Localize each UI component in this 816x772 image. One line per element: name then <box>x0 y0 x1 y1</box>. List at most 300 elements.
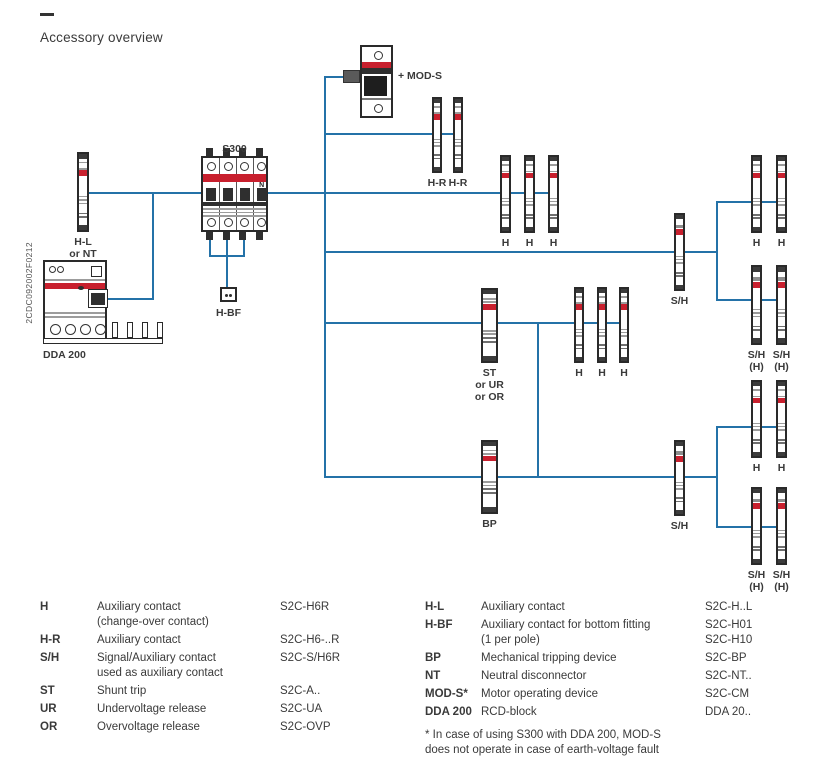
legend-description: Shunt trip <box>97 685 147 697</box>
device-band <box>599 296 605 297</box>
device-band <box>778 546 785 548</box>
device-band <box>79 170 87 175</box>
device-band <box>753 201 760 202</box>
device-label-h-l: H-L or NT <box>69 236 97 260</box>
legend-description: RCD-block <box>481 706 537 718</box>
device-band <box>621 289 627 293</box>
device-sh-lower <box>674 440 685 516</box>
legend-term: S/H <box>40 652 60 664</box>
legend-term: H <box>40 601 49 613</box>
legend-code: S2C-CM <box>705 688 750 700</box>
device-h-main-3 <box>548 155 559 233</box>
device-h-botright-2 <box>776 380 787 458</box>
device-band <box>753 442 760 444</box>
dda-circle-small <box>49 266 56 273</box>
device-h-main-2 <box>524 155 535 233</box>
device-band <box>526 201 533 202</box>
device-label-shh-topright-1: S/H (H) <box>747 349 766 373</box>
dda-base-plate <box>43 338 163 344</box>
device-label-shh-botright-2: S/H (H) <box>772 569 791 593</box>
device-band <box>753 309 760 311</box>
device-band <box>778 382 785 386</box>
device-band <box>576 344 582 346</box>
device-band <box>526 173 533 178</box>
device-band <box>455 158 461 160</box>
device-band <box>778 157 785 161</box>
device-band <box>778 282 785 288</box>
device-band <box>753 530 760 531</box>
doc-code-vertical: 2CDC092002F0212 <box>24 242 34 324</box>
legend-code: S2C-H01 S2C-H10 <box>705 619 753 646</box>
device-band <box>483 492 496 494</box>
mods-circle <box>374 104 383 113</box>
device-band <box>778 227 785 231</box>
device-s300 <box>201 156 268 232</box>
device-band <box>778 389 785 390</box>
device-band <box>434 99 440 103</box>
hbf-dot <box>225 294 228 297</box>
connector-line <box>104 298 154 300</box>
device-band <box>483 356 496 361</box>
device-band <box>455 142 461 143</box>
legend-description: Overvoltage release <box>97 721 200 733</box>
device-band <box>455 154 461 156</box>
device-shh-topright-2 <box>776 265 787 345</box>
device-band <box>676 482 683 483</box>
device-band <box>778 326 785 328</box>
device-band <box>753 217 760 219</box>
s300-stripe <box>203 212 266 214</box>
device-h-topright-2 <box>776 155 787 233</box>
device-band <box>778 549 785 551</box>
device-band <box>753 267 760 272</box>
legend-description: Neutral disconnector <box>481 670 587 682</box>
device-band <box>753 533 760 534</box>
legend-row <box>425 687 752 702</box>
device-band <box>483 481 496 483</box>
device-band <box>550 201 557 202</box>
device-band <box>778 442 785 444</box>
device-h-r-2 <box>453 97 463 173</box>
device-band <box>676 451 683 455</box>
device-band <box>753 423 760 424</box>
device-shh-topright-1 <box>751 265 762 345</box>
device-band <box>502 173 509 178</box>
device-band <box>502 227 509 231</box>
legend-term: H-R <box>40 634 61 646</box>
legend-row <box>425 705 752 720</box>
device-band <box>599 289 605 293</box>
legend-description: Auxiliary contact (change-over contact) <box>97 601 209 628</box>
device-band <box>502 198 509 199</box>
device-band <box>753 559 760 563</box>
legend-term: MOD-S* <box>425 688 468 700</box>
device-band <box>753 549 760 551</box>
device-band <box>753 429 760 430</box>
device-band <box>483 304 496 310</box>
s300-toggle <box>257 188 267 201</box>
legend-code: S2C-H6R <box>280 601 330 613</box>
device-band <box>778 173 785 178</box>
legend-code: S2C-NT.. <box>705 670 752 682</box>
s300-terminal <box>223 232 230 240</box>
device-band <box>621 304 627 309</box>
device-label-s300: S300 <box>222 143 247 155</box>
dda-switch <box>91 293 105 305</box>
device-band <box>79 199 87 201</box>
device-band <box>753 546 760 548</box>
device-label-h-r-2: H-R <box>448 177 468 189</box>
device-band <box>483 333 496 335</box>
device-sh-upper <box>674 213 685 291</box>
dda-stripe <box>45 316 105 318</box>
s300-toggle <box>240 188 250 201</box>
device-band <box>483 488 496 490</box>
device-band <box>753 277 760 281</box>
legend-description: Auxiliary contact for bottom fitting (1 per pole) <box>481 619 651 646</box>
device-label-mod-s: + MOD-S <box>398 70 443 82</box>
device-band <box>778 316 785 318</box>
device-band <box>434 114 440 119</box>
device-band <box>778 489 785 493</box>
device-band <box>455 145 461 146</box>
legend-code: S2C-H6-..R <box>280 634 340 646</box>
legend-row <box>40 684 340 699</box>
device-band <box>483 450 496 451</box>
s300-pole-divider <box>236 158 237 230</box>
device-band <box>676 285 683 289</box>
device-h-r-1 <box>432 97 442 173</box>
device-band <box>502 217 509 219</box>
device-band <box>778 530 785 531</box>
s300-stripe <box>203 208 266 210</box>
connector-line <box>152 192 154 300</box>
page-title: Accessory overview <box>40 30 163 45</box>
device-band <box>576 289 582 293</box>
dda-circle <box>95 324 106 335</box>
device-band <box>753 489 760 493</box>
device-band <box>526 217 533 219</box>
legend-code: S2C-H..L <box>705 601 753 613</box>
legend-code: S2C-BP <box>705 652 747 664</box>
device-label-h-mid-3: H <box>620 367 628 379</box>
device-label-h-botright-1: H <box>752 462 761 474</box>
device-h-bf <box>220 287 237 302</box>
device-band <box>778 204 785 205</box>
device-band <box>455 114 461 119</box>
device-h-mid-2 <box>597 287 607 363</box>
device-band <box>434 167 440 171</box>
dda-test-dot <box>78 286 84 290</box>
dda-circle <box>65 324 76 335</box>
s300-circle <box>207 162 216 171</box>
device-band <box>676 225 683 229</box>
s300-circle <box>207 218 216 227</box>
legend-row <box>40 651 340 681</box>
device-band <box>526 198 533 199</box>
legend-term: BP <box>425 652 441 664</box>
device-band <box>599 335 605 336</box>
legend-description: Mechanical tripping device <box>481 652 617 664</box>
device-band <box>753 164 760 165</box>
device-band <box>79 203 87 205</box>
device-band <box>778 309 785 311</box>
device-band <box>550 227 557 231</box>
device-band <box>753 338 760 343</box>
dda-circle <box>80 324 91 335</box>
device-band <box>79 213 87 215</box>
s300-circle <box>240 218 249 227</box>
dda-stripe <box>45 312 105 314</box>
s300-toggle <box>206 188 216 201</box>
legend-term: H-BF <box>425 619 453 631</box>
device-band <box>79 162 87 164</box>
device-band <box>621 357 627 361</box>
connector-line <box>324 251 718 253</box>
legend-description: Motor operating device <box>481 688 598 700</box>
device-band <box>778 429 785 430</box>
connector-line <box>716 426 718 528</box>
device-band <box>434 154 440 156</box>
device-band <box>621 348 627 350</box>
device-band <box>676 262 683 263</box>
legend-code: S2C-A.. <box>280 685 321 697</box>
device-band <box>79 216 87 218</box>
device-band <box>753 389 760 390</box>
device-band <box>483 290 496 294</box>
device-band <box>550 217 557 219</box>
device-band <box>778 338 785 343</box>
legend-row <box>40 600 340 630</box>
dda-window <box>91 266 102 277</box>
device-bp <box>481 440 498 514</box>
s300-circle <box>240 162 249 171</box>
legend-row <box>40 633 340 648</box>
device-band <box>550 198 557 199</box>
device-label-h-main-2: H <box>525 237 534 249</box>
device-band <box>676 259 683 260</box>
device-band <box>676 485 683 486</box>
device-band <box>778 423 785 424</box>
device-band <box>778 164 785 165</box>
device-band <box>502 157 509 161</box>
device-band <box>753 214 760 216</box>
device-band <box>676 456 683 462</box>
device-band <box>502 214 509 216</box>
device-label-bp: BP <box>482 518 497 530</box>
device-band <box>753 157 760 161</box>
device-band <box>676 275 683 277</box>
device-label-h-bf: H-BF <box>215 307 242 319</box>
device-band <box>79 196 87 198</box>
device-band <box>599 344 605 346</box>
device-band <box>621 296 627 297</box>
device-band <box>455 106 461 107</box>
device-label-h-topright-1: H <box>752 237 761 249</box>
device-band <box>753 499 760 503</box>
device-st-ur-or <box>481 288 498 363</box>
device-band <box>676 272 683 274</box>
mods-connector <box>343 70 360 83</box>
legend-row <box>425 669 752 684</box>
device-h-botright-1 <box>751 380 762 458</box>
connector-line <box>324 76 326 478</box>
legend-row <box>425 651 752 666</box>
legend-row <box>425 600 752 615</box>
device-band <box>434 106 440 107</box>
device-label-h-botright-2: H <box>777 462 786 474</box>
s300-circle <box>224 162 233 171</box>
device-band <box>676 497 683 499</box>
device-band <box>550 164 557 165</box>
device-band <box>526 157 533 161</box>
device-label-h-topright-2: H <box>777 237 786 249</box>
s300-circle <box>224 218 233 227</box>
legend-description: Undervoltage release <box>97 703 207 715</box>
device-band <box>455 99 461 103</box>
legend-term: OR <box>40 721 58 733</box>
device-band <box>778 329 785 331</box>
device-band <box>753 503 760 509</box>
device-band <box>550 214 557 216</box>
device-band <box>676 256 683 257</box>
device-band <box>502 164 509 165</box>
device-band <box>778 536 785 537</box>
device-band <box>483 341 496 343</box>
device-band <box>599 332 605 333</box>
device-band <box>483 507 496 512</box>
device-band <box>778 201 785 202</box>
device-label-dda-200: DDA 200 <box>43 349 86 361</box>
device-label-shh-topright-2: S/H (H) <box>772 349 791 373</box>
dda-circle <box>50 324 61 335</box>
device-label-st-ur-or: ST or UR or OR <box>474 367 505 403</box>
connector-line <box>716 201 718 301</box>
s300-terminal <box>256 232 263 240</box>
device-band <box>778 426 785 427</box>
device-label-sh-lower: S/H <box>670 520 689 532</box>
s300-terminal <box>206 232 213 240</box>
legend-term: H-L <box>425 601 445 613</box>
hbf-dot <box>229 294 232 297</box>
s300-circle <box>257 162 266 171</box>
legend-term: UR <box>40 703 57 715</box>
device-band <box>434 158 440 160</box>
mods-dark-band <box>362 68 391 74</box>
mods-circle <box>374 51 383 60</box>
s300-circle <box>257 218 266 227</box>
device-shh-botright-1 <box>751 487 762 565</box>
device-label-h-r-1: H-R <box>427 177 447 189</box>
device-band <box>621 344 627 346</box>
device-band <box>778 503 785 509</box>
legend-description: Auxiliary contact <box>481 601 565 613</box>
device-band <box>455 167 461 171</box>
device-band <box>753 198 760 199</box>
device-label-h-mid-2: H <box>598 367 606 379</box>
device-band <box>753 452 760 456</box>
s300-toggle <box>223 188 233 201</box>
s300-pole-divider <box>219 158 220 230</box>
device-band <box>599 329 605 330</box>
device-band <box>502 201 509 202</box>
device-band <box>778 217 785 219</box>
device-band <box>434 142 440 143</box>
device-band <box>778 277 785 281</box>
device-h-topright-1 <box>751 155 762 233</box>
device-band <box>599 357 605 361</box>
device-band <box>753 316 760 318</box>
device-h-mid-1 <box>574 287 584 363</box>
device-band <box>753 398 760 403</box>
legend-code: S2C-S/H6R <box>280 652 341 664</box>
device-band <box>676 215 683 219</box>
device-band <box>483 301 496 302</box>
device-band <box>576 329 582 330</box>
s300-handle-bar <box>203 202 266 206</box>
device-band <box>778 452 785 456</box>
connector-line <box>537 322 539 478</box>
device-band <box>550 173 557 178</box>
s300-n-label: N <box>259 182 265 189</box>
connector-line <box>324 476 718 478</box>
device-band <box>676 510 683 514</box>
dda-pin <box>157 322 163 338</box>
device-label-h-main-1: H <box>501 237 510 249</box>
device-band <box>434 139 440 140</box>
device-band <box>753 536 760 537</box>
device-band <box>526 204 533 205</box>
device-band <box>483 298 496 299</box>
device-mod-s <box>360 45 393 118</box>
s300-red-band <box>203 174 266 182</box>
device-band <box>676 501 683 503</box>
device-band <box>753 312 760 314</box>
legend-row <box>40 702 340 717</box>
device-band <box>753 173 760 178</box>
device-band <box>621 332 627 333</box>
dda-pin <box>142 322 148 338</box>
legend-term: NT <box>425 670 441 682</box>
dda-circle-small <box>57 266 64 273</box>
device-band <box>483 453 496 454</box>
device-band <box>778 439 785 441</box>
device-band <box>483 442 496 446</box>
device-label-shh-botright-1: S/H (H) <box>747 569 766 593</box>
connector-line <box>226 255 228 287</box>
device-band <box>526 227 533 231</box>
device-band <box>753 439 760 441</box>
accent-dash <box>40 13 54 16</box>
device-band <box>778 312 785 314</box>
device-band <box>753 282 760 288</box>
device-band <box>676 442 683 446</box>
device-band <box>778 533 785 534</box>
s300-pole-divider <box>253 158 254 230</box>
legend-footnote: * In case of using S300 with DDA 200, MOD-S does not operate in case of earth-voltage fault <box>425 729 661 756</box>
legend-right-column <box>425 600 752 758</box>
device-h-mid-3 <box>619 287 629 363</box>
device-band <box>576 296 582 297</box>
device-band <box>434 145 440 146</box>
device-band <box>550 157 557 161</box>
legend-description: Auxiliary contact <box>97 634 181 646</box>
device-band <box>455 139 461 140</box>
device-band <box>526 214 533 216</box>
device-h-l <box>77 152 89 232</box>
device-band <box>621 329 627 330</box>
legend-code: S2C-UA <box>280 703 323 715</box>
